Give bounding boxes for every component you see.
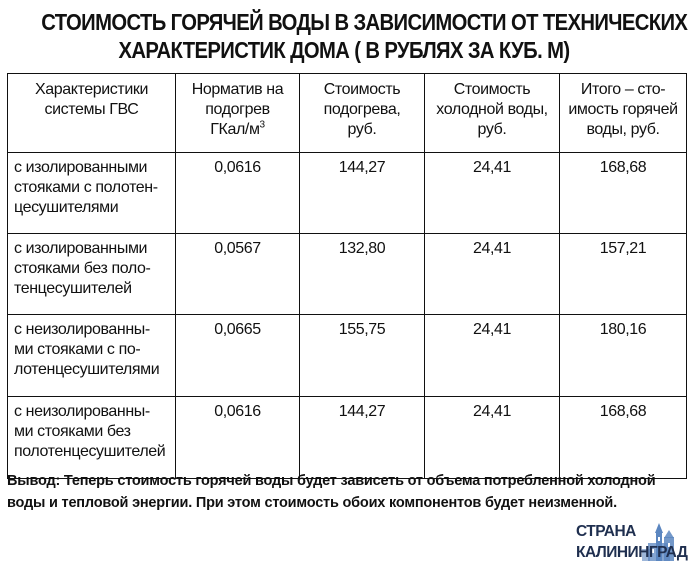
row-description: с изолированными стояками с полотен- цесушителями (8, 153, 176, 234)
row-norm: 0,0616 (176, 153, 300, 234)
row-heating-cost: 144,27 (300, 397, 425, 479)
table-row (8, 153, 687, 234)
title-line-2: ХАРАКТЕРИСТИК ДОМА ( В РУБЛЯХ ЗА КУБ. М) (118, 37, 570, 63)
row-description: с неизолированны- ми стояками без полотенцесушителей (8, 397, 176, 479)
logo-line-2: КАЛИНИНГРАД (576, 544, 688, 561)
conclusion-line-2: воды и тепловой энергии. При этом стоимость обоих компонентов будет неизменной. (7, 495, 617, 511)
table-header-row (8, 74, 687, 153)
row-norm: 0,0665 (176, 315, 300, 397)
conclusion-text (7, 470, 688, 514)
row-total-cost: 168,68 (560, 153, 687, 234)
row-heating-cost: 144,27 (300, 153, 425, 234)
cost-table (7, 73, 687, 479)
header-system: Характеристики системы ГВС (8, 74, 176, 153)
header-cold: Стоимость холодной воды, руб. (425, 74, 560, 153)
row-cold-water-cost: 24,41 (425, 315, 560, 397)
row-cold-water-cost: 24,41 (425, 234, 560, 315)
header-norm: Норматив на подогрев ГКал/$м^3$ (176, 74, 300, 153)
title-line-1: СТОИМОСТЬ ГОРЯЧЕЙ ВОДЫ В ЗАВИСИМОСТИ ОТ ТЕХНИЧЕСКИХ (41, 9, 688, 35)
conclusion-line-1: Вывод: Теперь стоимость горячей воды будет зависеть от объема потребленной холодной (7, 473, 656, 489)
row-norm: 0,0567 (176, 234, 300, 315)
row-heating-cost: 132,80 (300, 234, 425, 315)
row-cold-water-cost: 24,41 (425, 397, 560, 479)
table-row (8, 234, 687, 315)
row-total-cost: 157,21 (560, 234, 687, 315)
row-norm: 0,0616 (176, 397, 300, 479)
table-row (8, 397, 687, 479)
page-title (41, 8, 688, 64)
row-heating-cost: 155,75 (300, 315, 425, 397)
strana-kaliningrad-logo (576, 521, 688, 567)
header-total: Итого – сто- имость горячей воды, руб. (560, 74, 687, 153)
logo-line-1: СТРАНА (576, 523, 636, 540)
row-cold-water-cost: 24,41 (425, 153, 560, 234)
header-heating: Стоимость подогрева, руб. (300, 74, 425, 153)
table-row (8, 315, 687, 397)
row-description: с изолированными стояками без поло- тенцесушителей (8, 234, 176, 315)
row-description: с неизолированны- ми стояками с по- лотенцесушителями (8, 315, 176, 397)
row-total-cost: 180,16 (560, 315, 687, 397)
row-total-cost: 168,68 (560, 397, 687, 479)
